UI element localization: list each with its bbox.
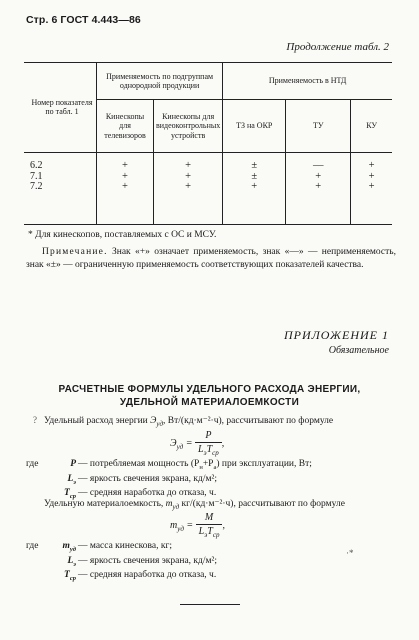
subheader-video: Кинескопы для видеоконтрольных устройств [154,100,223,153]
def-sub: а [213,463,217,471]
row-num: 7.1 [30,170,43,182]
mark: + [368,160,375,171]
definition-row [26,555,396,570]
def-symbol [50,473,78,488]
def-sub: ср [69,575,76,583]
def-symbol [50,555,78,570]
den-part: L [197,444,204,455]
mark: — [312,160,324,171]
def-sub: н [199,463,203,471]
mark: + [251,181,258,192]
formula-numerator: M [204,512,214,523]
def-text-part: +P [202,459,214,469]
formula-lhs: m [170,519,178,531]
row-num: 6.2 [30,160,43,171]
def-symbol [50,540,78,555]
definitions-material [26,540,396,584]
row-numbers [24,153,97,225]
para-symbol: m [165,499,173,509]
def-sym-main: T [64,570,70,581]
para-subscript: уд [172,502,180,511]
formula-lhs-sub: уд [176,442,184,451]
note-lead: Примечание. [42,247,108,257]
paragraph-material [44,498,394,512]
mark: + [368,181,375,192]
def-sub: уд [69,545,76,553]
section-title-line: РАСЧЕТНЫЕ ФОРМУЛЫ УДЕЛЬНОГО РАСХОДА ЭНЕРГИИ, [58,384,361,395]
mark: + [185,160,192,171]
def-text: — яркость свечения экрана, кд/м²; [78,555,218,566]
formula-fraction [196,512,223,539]
para-subscript: уд [156,419,164,428]
mark: ± [251,160,258,171]
def-text: — средняя наработка до отказа, ч. [78,570,217,581]
definition-row [26,569,396,584]
margin-mark: ·* [346,548,354,558]
definition-row [26,473,396,488]
formula-fraction [195,430,222,457]
mark: + [368,170,375,182]
cell-tu [286,153,351,225]
den-sub: э [204,531,208,539]
def-symbol [50,569,78,584]
def-text [78,458,312,473]
mark: + [122,181,128,192]
mark: + [185,181,192,192]
def-sub: э [73,560,76,568]
mark: + [315,170,322,182]
para-text: , Вт/(кд·м⁻²·ч), рассчитывают по формуле [163,416,334,426]
appendix-subtitle: Обязательное [328,345,389,356]
cell-video [154,153,223,225]
subgroups-group-header: Применяемость по подгруппам однородной продукции [97,63,223,100]
table-continuation-label: Продолжение табл. 2 [286,41,389,53]
formula-lhs-sub: уд [177,524,184,533]
row-num: 7.2 [30,181,43,192]
formula-lhs: Э [170,437,177,449]
def-sub: ср [69,493,76,501]
def-text: — яркость свечения экрана, кд/м²; [78,473,218,484]
appendix-title: ПРИЛОЖЕНИЕ 1 [284,328,389,342]
formula-energy: $Э_{уд}$ = $\frac{P}{L_эT_{ср}}$ , [170,430,225,457]
margin-mark: ? [33,415,37,425]
subheader-tv: Кинескопы для телевизоров [97,100,154,153]
def-sub: э [73,478,76,486]
definition-row [26,458,396,473]
def-text-part: — потребляемая мощность (P [78,459,200,469]
page-header: Стр. 6 ГОСТ 4.443—86 [26,14,141,26]
den-sub: ср [212,449,219,457]
section-title [0,383,419,409]
end-rule [180,604,240,605]
formula-denominator [195,442,222,457]
section-title-line: УДЕЛЬНОЙ МАТЕРИАЛОЕМКОСТИ [119,397,300,408]
subheader-tu: ТУ [286,100,351,153]
note [26,246,396,272]
where-label: где [26,541,39,551]
mark: ± [251,170,258,182]
where-label: где [26,459,39,469]
def-text: — масса кинескова, кг; [78,541,172,551]
subheader-ku: КУ [351,100,392,153]
formula-denominator [196,524,223,539]
den-part: T [207,526,213,537]
para-text: кг/(кд·м⁻²·ч), рассчитывают по формуле [179,499,345,509]
mark: + [122,170,128,182]
formula-numerator: P [205,430,212,441]
formula-material: $m_{уд}$ = $\frac{M}{L_эT_{ср}}$ , [170,512,225,539]
def-sym-main: m [62,541,70,551]
cell-tz [223,153,286,225]
den-part: T [206,444,213,455]
subheader-tz: ТЗ на ОКР [223,100,286,153]
paragraph-energy [44,415,394,429]
para-symbol: Э [150,416,157,426]
definition-row [26,540,396,555]
applicability-table [24,62,392,225]
mark: + [185,170,192,182]
den-sub: э [203,449,207,457]
para-text: Удельный расход энергии [44,416,151,426]
note-text: Знак «+» означает применяемость, знак «—» — неприменяемость, знак «±» — ограниченную применяемость соответствующих показателей качества. [26,247,396,271]
col-number-header: Номер показателя по табл. 1 [24,63,97,153]
mark: + [315,181,322,192]
ntd-group-header: Применяемость в НТД [223,63,392,100]
cell-ku [351,153,392,225]
definitions-energy [26,458,396,502]
para-text: Удельную материалоемкость, [44,499,166,509]
def-sym-main: L [67,473,74,484]
den-part: L [198,526,205,537]
mark: + [122,160,128,171]
def-sym-main: T [64,488,70,499]
footnote: * Для кинескопов, поставляемых с ОС и МСУ. [28,230,217,240]
def-text: — средняя наработка до отказа, ч. [78,488,217,499]
cell-tv [97,153,154,225]
def-symbol: P [70,459,76,469]
def-sym-main: L [67,555,74,566]
den-sub: ср [212,531,220,539]
def-text-part: ) при эксплуатации, Вт; [216,459,312,469]
